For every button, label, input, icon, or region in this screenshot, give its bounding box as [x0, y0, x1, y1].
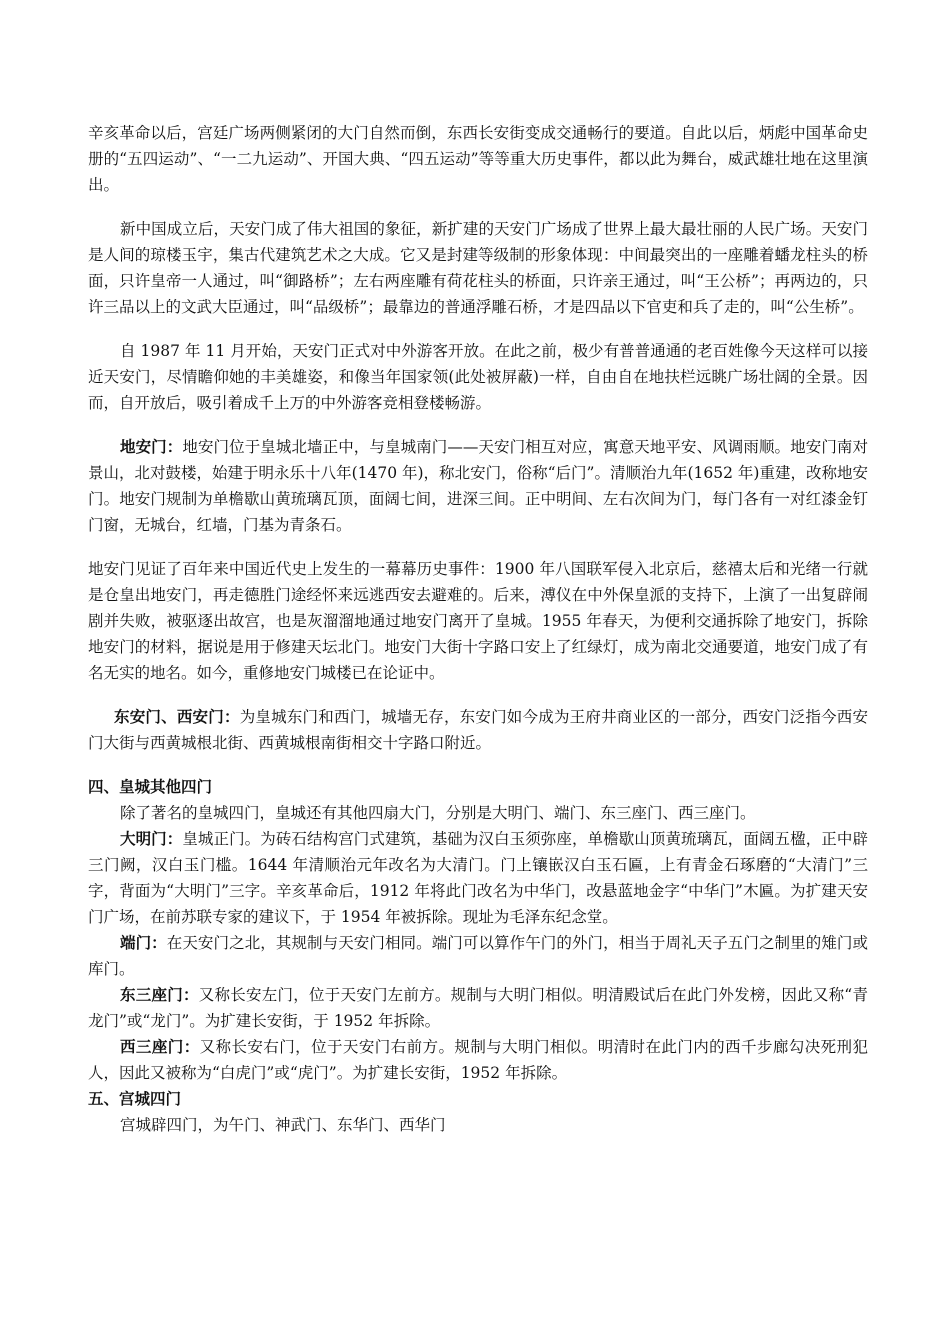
- east-west-an-gates-label: 东安门、西安门：: [114, 708, 240, 726]
- paragraph-daming-gate: [88, 826, 868, 930]
- paragraph-east-west-an-gates: [88, 704, 868, 756]
- daming-gate-text: 皇城正门。为砖石结构宫门式建筑，基础为汉白玉须弥座，单檐歇山顶黄琉璃瓦，面阔五楹，正中辟三门阙，汉白玉门槛。1644 年清顺治元年改名为大清门。门上镶嵌汉白玉石匾，上有青金石琢磨的“大清门”三字，背面为“大明门”三字。辛亥革命后，1912 年将此门改名为中华门，改悬蓝地金字“中华门”木匾。为扩建天安门广场，在前苏联专家的建议下，于 1954 年被拆除。现址为毛泽东纪念堂。: [88, 830, 868, 926]
- paragraph-xinhai-revolution: 辛亥革命以后，宫廷广场两侧紧闭的大门自然而倒，东西长安街变成交通畅行的要道。自此以后，炳彪中国革命史册的“五四运动”、“一二九运动”、开国大典、“四五运动”等等重大历史事件，都以此为舞台，威武雄壮地在这里演出。: [88, 124, 868, 194]
- paragraph-dianmen-history: 地安门见证了百年来中国近代史上发生的一幕幕历史事件：1900 年八国联军侵入北京后，慈禧太后和光绪一行就是仓皇出地安门，再走德胜门途经怀来远逃西安去避难的。后来，溥仪在中外保皇派的支持下，上演了一出复辟闹剧并失败，被驱逐出故宫，也是灰溜溜地通过地安门离开了皇城。1955 年春天，为便利交通拆除了地安门，拆除地安门的材料，据说是用于修建天坛北门。地安门大街十字路口安上了红绿灯，成为南北交通要道，地安门成了有名无实的地名。如今，重修地安门城楼已在论证中。: [88, 560, 868, 682]
- paragraph-other-gates-intro: 除了著名的皇城四门，皇城还有其他四扇大门，分别是大明门、端门、东三座门、西三座门。: [120, 804, 756, 822]
- west-three-gate-label: 西三座门：: [120, 1038, 200, 1056]
- document-page: [88, 120, 868, 1138]
- duan-gate-label: 端门：: [120, 934, 167, 952]
- daming-gate-label: 大明门：: [120, 830, 183, 848]
- paragraph-dianmen: [88, 434, 868, 538]
- dianmen-text: 地安门位于皇城北墙正中，与皇城南门——天安门相互对应，寓意天地平安、风调雨顺。地安门南对景山，北对鼓楼，始建于明永乐十八年(1470 年)，称北安门，俗称“后门”。清顺治九年(1652 年)重建，改称地安门。地安门规制为单檐歇山黄琉璃瓦顶，面阔七间，进深三间。正中明间、左右次间为门，每门各有一对红漆金钉门窗，无城台，红墙，门基为青条石。: [88, 438, 868, 534]
- paragraph-west-three-gate: [88, 1034, 868, 1086]
- dianmen-label: 地安门：: [120, 438, 183, 456]
- paragraph-opening-1987: 自 1987 年 11 月开始，天安门正式对中外游客开放。在此之前，极少有普普通通的老百姓像今天这样可以接近天安门，尽情瞻仰她的丰美雄姿，和像当年国家领(此处被屏蔽)一样，自由自在地扶栏远眺广场壮阔的全景。因而，自开放后，吸引着成千上万的中外游客竞相登楼畅游。: [88, 342, 868, 412]
- section-heading-palace-city-gates: 五、宫城四门: [88, 1090, 182, 1108]
- section-heading-imperial-city-other-gates: 四、皇城其他四门: [88, 778, 213, 796]
- east-west-an-gates-text: 为皇城东门和西门，城墙无存，东安门如今成为王府井商业区的一部分，西安门泛指今西安门大街与西黄城根北街、西黄城根南街相交十字路口附近。: [88, 708, 868, 752]
- paragraph-palace-city-gates: 宫城辟四门，为午门、神武门、东华门、西华门: [120, 1116, 446, 1134]
- paragraph-new-china: 新中国成立后，天安门成了伟大祖国的象征，新扩建的天安门广场成了世界上最大最壮丽的人民广场。天安门是人间的琼楼玉宇，集古代建筑艺术之大成。它又是封建等级制的形象体现：中间最突出的一座雕着蟠龙柱头的桥面，只许皇帝一人通过，叫“御路桥”；左右两座雕有荷花柱头的桥面，只许亲王通过，叫“王公桥”；再两边的，只许三品以上的文武大臣通过，叫“品级桥”；最靠边的普通浮雕石桥，才是四品以下官吏和兵了走的，叫“公生桥”。: [88, 220, 868, 316]
- paragraph-duan-gate: [88, 930, 868, 982]
- paragraph-east-three-gate: [88, 982, 868, 1034]
- east-three-gate-text: 又称长安左门，位于天安门左前方。规制与大明门相似。明清殿试后在此门外发榜，因此又称“青龙门”或“龙门”。为扩建长安街，于 1952 年拆除。: [88, 986, 868, 1030]
- west-three-gate-text: 又称长安右门，位于天安门右前方。规制与大明门相似。明清时在此门内的西千步廊勾决死刑犯人，因此又被称为“白虎门”或“虎门”。为扩建长安街，1952 年拆除。: [88, 1038, 868, 1082]
- east-three-gate-label: 东三座门：: [120, 986, 199, 1004]
- duan-gate-text: 在天安门之北，其规制与天安门相同。端门可以算作午门的外门，相当于周礼天子五门之制里的雉门或库门。: [88, 934, 868, 978]
